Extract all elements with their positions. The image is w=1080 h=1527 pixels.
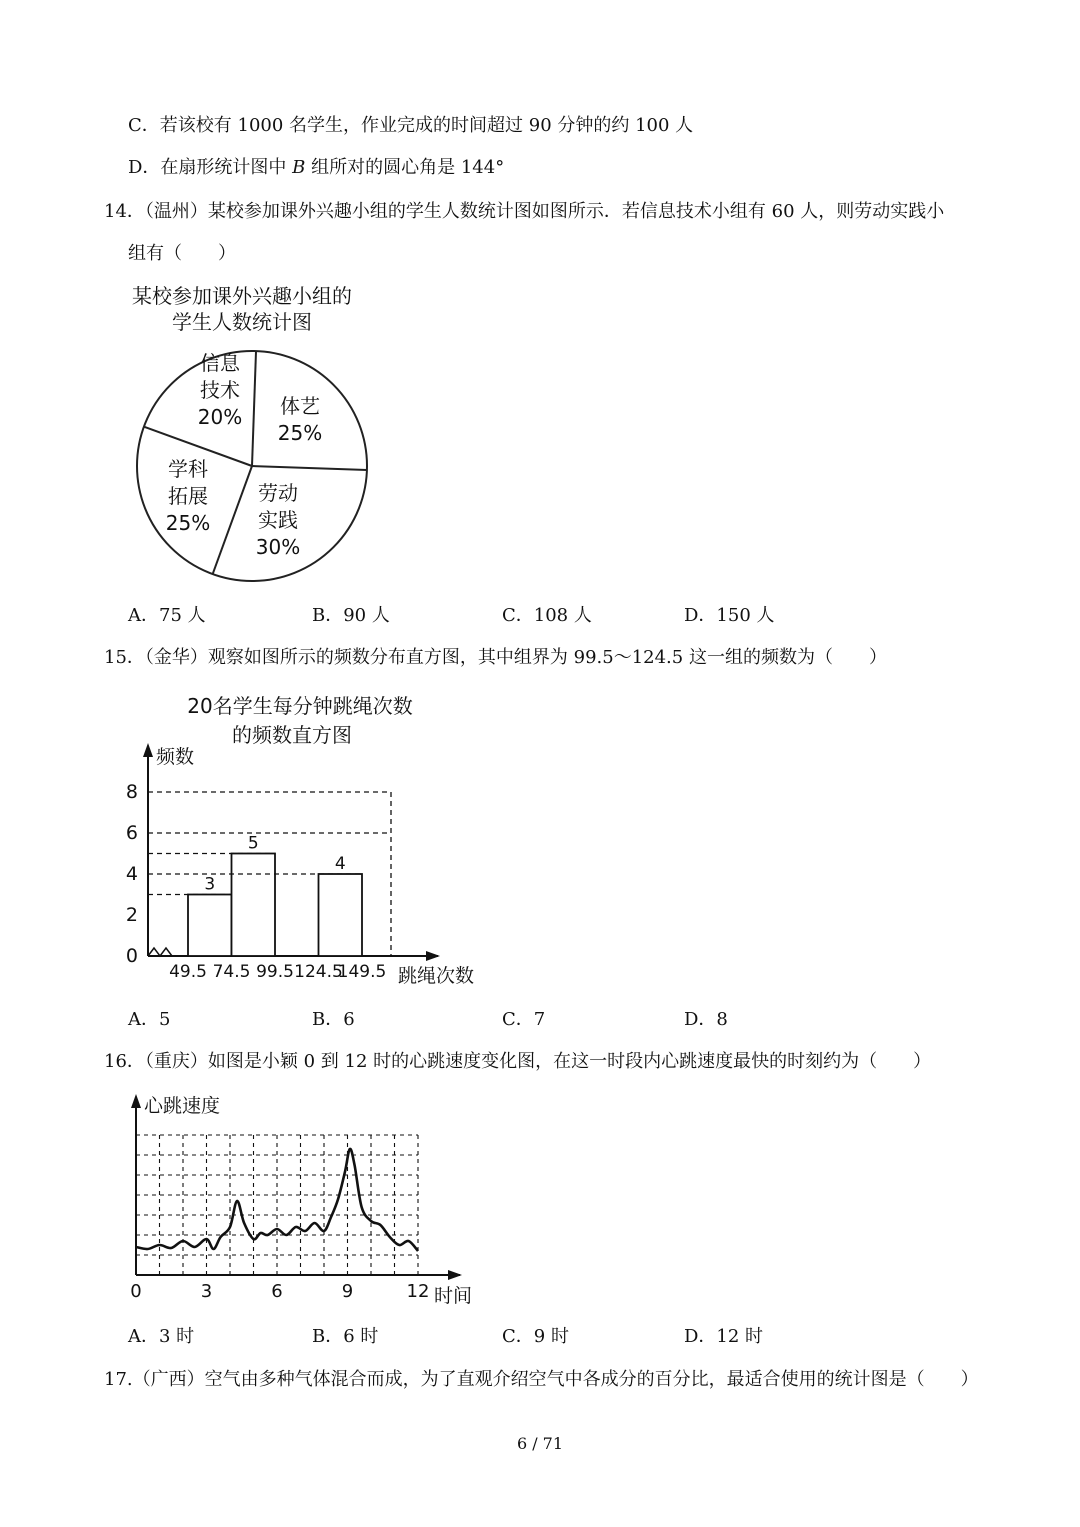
q14-option-d[interactable]: D．150 人 bbox=[684, 605, 775, 626]
q15-option-b[interactable]: B．6 bbox=[312, 1009, 355, 1030]
hist-bar bbox=[319, 874, 363, 956]
prev-option-d-prefix: D．在扇形统计图中 bbox=[128, 157, 293, 178]
x-tick-label: 49.5 bbox=[169, 962, 207, 982]
q16-line-chart bbox=[120, 1090, 490, 1310]
y-axis-arrow bbox=[131, 1094, 141, 1108]
pie-slice-label: 劳动 bbox=[258, 481, 298, 505]
prev-option-d-suffix: 组所对的圆心角是 144° bbox=[305, 157, 505, 178]
y-axis-label: 心跳速度 bbox=[144, 1095, 221, 1117]
q16-option-a[interactable]: A．3 时 bbox=[128, 1326, 195, 1347]
x-tick-label: 3 bbox=[200, 1281, 213, 1302]
pie-slice-label: 技术 bbox=[200, 378, 240, 402]
y-axis-label: 频数 bbox=[156, 746, 195, 768]
pie-slice-percent: 25% bbox=[165, 511, 211, 535]
hist-bar bbox=[232, 854, 276, 957]
q14-stem-line1: 14．（温州）某校参加课外兴趣小组的学生人数统计图如图所示．若信息技术小组有 60 人，则劳动实践小 bbox=[104, 201, 945, 222]
pie-slice-label: 拓展 bbox=[168, 484, 208, 508]
axis-break bbox=[148, 948, 172, 956]
y-tick-label: 4 bbox=[125, 863, 138, 885]
q16-option-d[interactable]: D．12 时 bbox=[684, 1326, 764, 1347]
q15-stem: 15．（金华）观察如图所示的频数分布直方图，其中组界为 99.5～124.5 这一组的频数为（ ） bbox=[104, 647, 887, 668]
y-tick-label: 6 bbox=[125, 822, 138, 844]
pie-slice-percent: 30% bbox=[255, 535, 301, 559]
y-axis-arrow bbox=[143, 743, 153, 757]
x-tick-label: 99.5 bbox=[256, 962, 294, 982]
q14-stem-line2: 组有（ ） bbox=[128, 243, 236, 264]
x-axis-arrow bbox=[426, 951, 440, 961]
q14-pie-chart bbox=[120, 280, 400, 590]
bar-value-label: 5 bbox=[247, 833, 259, 854]
y-tick-label: 0 bbox=[125, 945, 138, 967]
prev-option-c: C．若该校有 1000 名学生，作业完成的时间超过 90 分钟的约 100 人 bbox=[128, 115, 694, 136]
pie-slice-percent: 20% bbox=[197, 405, 243, 429]
q16-option-c[interactable]: C．9 时 bbox=[502, 1326, 569, 1347]
q14-option-c[interactable]: C．108 人 bbox=[502, 605, 592, 626]
x-tick-label: 9 bbox=[341, 1281, 354, 1302]
q15-histogram bbox=[120, 685, 490, 990]
pie-slice-label: 学科 bbox=[168, 457, 208, 481]
q15-option-a[interactable]: A．5 bbox=[128, 1009, 171, 1030]
bar-value-label: 4 bbox=[334, 854, 346, 874]
pie-title-line1: 某校参加课外兴趣小组的 bbox=[132, 284, 352, 308]
hist-title-line1: 20名学生每分钟跳绳次数 bbox=[187, 694, 413, 718]
q14-option-b[interactable]: B．90 人 bbox=[312, 605, 390, 626]
pie-slice-label: 信息 bbox=[200, 351, 240, 375]
hist-body bbox=[126, 743, 474, 987]
x-tick-label: 0 bbox=[130, 1281, 142, 1302]
x-tick-label: 149.5 bbox=[337, 962, 387, 982]
x-axis-label: 跳绳次数 bbox=[398, 965, 475, 987]
y-tick-label: 8 bbox=[125, 781, 138, 803]
x-tick-label: 74.5 bbox=[212, 962, 251, 982]
x-axis-label: 时间 bbox=[434, 1285, 473, 1307]
page-number: 6 / 71 bbox=[516, 1434, 564, 1453]
x-tick-label: 124.5 bbox=[294, 962, 343, 982]
x-axis-arrow bbox=[448, 1270, 462, 1280]
q14-option-a[interactable]: A．75 人 bbox=[128, 605, 206, 626]
prev-option-d-italic: B bbox=[292, 157, 306, 178]
y-tick-label: 2 bbox=[125, 904, 138, 926]
x-tick-label: 12 bbox=[406, 1281, 430, 1302]
hist-bar bbox=[188, 895, 232, 957]
q15-option-c[interactable]: C．7 bbox=[502, 1009, 546, 1030]
hist-title-line2: 的频数直方图 bbox=[232, 723, 352, 747]
q16-option-b[interactable]: B．6 时 bbox=[312, 1326, 379, 1347]
x-tick-label: 6 bbox=[271, 1281, 283, 1302]
line-body bbox=[130, 1094, 472, 1307]
pie-slice-percent: 25% bbox=[277, 421, 323, 445]
q15-option-d[interactable]: D．8 bbox=[684, 1009, 728, 1030]
prev-option-d bbox=[128, 156, 504, 180]
pie-slice-label: 体艺 bbox=[280, 394, 320, 418]
bar-value-label: 3 bbox=[204, 874, 216, 895]
pie-title-line2: 学生人数统计图 bbox=[172, 310, 312, 334]
pie-slice-label: 实践 bbox=[258, 508, 298, 532]
q17-stem: 17.（广西）空气由多种气体混合而成，为了直观介绍空气中各成分的百分比，最适合使用的统计图是（ ） bbox=[104, 1369, 979, 1390]
q16-stem: 16．（重庆）如图是小颖 0 到 12 时的心跳速度变化图，在这一时段内心跳速度最快的时刻约为（ ） bbox=[104, 1051, 932, 1072]
